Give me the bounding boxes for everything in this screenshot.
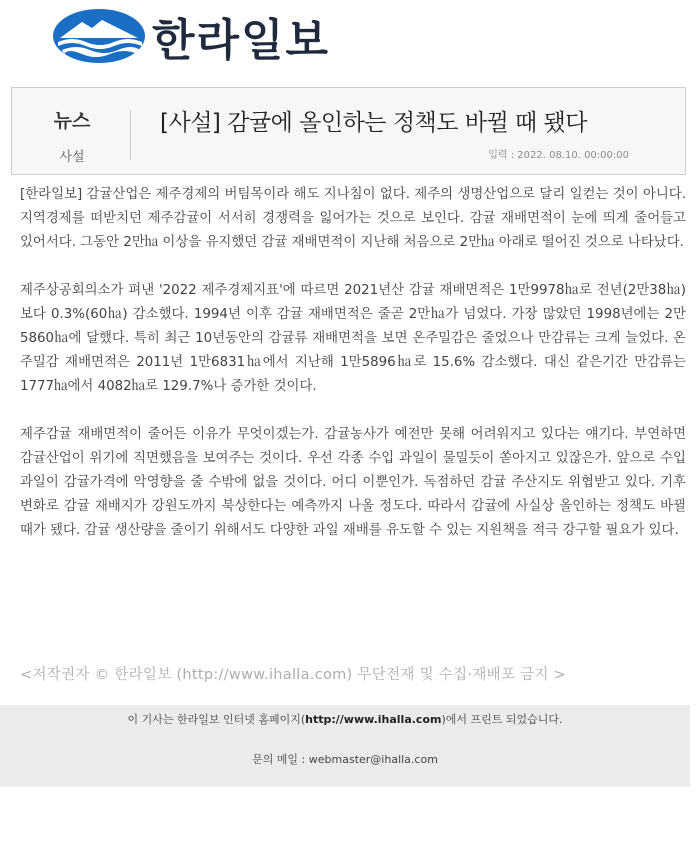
header-divider xyxy=(130,110,131,160)
subcategory-label: 사설 xyxy=(59,150,85,165)
article-body xyxy=(20,183,686,567)
publish-date: 입력 : 2022. 08.10. 00:00:00 xyxy=(488,150,629,161)
article-paragraph: 제주상공회의소가 펴낸 '2022 제주경제지표'에 따르면 2021년산 감귤 재배면적은 1만9978㏊로 전년(2만38㏊)보다 0.3%(60㏊) 감소했다. 1994년 이후 감귤 재배면적은 줄곧 2만㏊가 넘었다. 가장 많았던 1998년에는 2만5860㏊에 달했다. 특히 최근 10년동안의 감귤류 재배면적을 보면 온주밀감은 줄었으나 만감류는 크게 늘었다. 온주밀감 재배면적은 2011년 1만6831㏊에서 지난해 1만5896㏊로 15.6% 감소했다. 대신 같은기간 만감류는 1777㏊에서 4082㏊로 129.7%나 증가한 것이다. xyxy=(20,283,686,394)
print-suffix: )에서 프린트 되었습니다. xyxy=(441,713,563,726)
article-header xyxy=(11,87,686,175)
site-url[interactable]: http://www.ihalla.com xyxy=(305,713,442,726)
print-footer xyxy=(0,705,690,787)
print-prefix: 이 기사는 한라일보 인터넷 홈페이지( xyxy=(127,713,306,726)
contact-email[interactable]: 문의 메일 : webmaster@ihalla.com xyxy=(252,753,438,766)
print-notice xyxy=(0,711,690,727)
category-label: 뉴스 xyxy=(53,110,91,132)
halla-logo-icon xyxy=(52,8,146,64)
masthead xyxy=(52,6,330,66)
article-headline: [사설] 감귤에 올인하는 정책도 바뀔 때 됐다 xyxy=(160,110,588,136)
article-paragraph: [한라일보] 감귤산업은 제주경제의 버팀목이라 해도 지나침이 없다. 제주의 생명산업으로 달리 일컫는 것이 아니다. 지역경제를 떠받치던 제주감귤이 서서히 경쟁력을 잃어가는 것으로 보인다. 감귤 재배면적이 눈에 띄게 줄어들고 있어서다. 그동안 2만㏊ 이상을 유지했던 감귤 재배면적이 지난해 처음으로 2만㏊ 아래로 떨어진 것으로 나타났다. xyxy=(20,187,686,250)
logo-text[interactable]: 한라일보 xyxy=(152,15,331,66)
copyright-notice: <저작권자 © 한라일보 (http://www.ihalla.com) 무단전재 및 수집·재배포 금지 > xyxy=(20,667,567,683)
article-paragraph: 제주감귤 재배면적이 줄어든 이유가 무엇이겠는가. 감귤농사가 예전만 못해 어려워지고 있다는 얘기다. 부연하면 감귤산업이 위기에 직면했음을 보여주는 것이다. 우선 각종 수입 과일이 물밀듯이 쏟아지고 있잖은가. 앞으로 수입 과일이 감귤가격에 악영향을 줄 수밖에 없을 것이다. 어디 이뿐인가. 독점하던 감귤 주산지도 위협받고 있다. 기후변화로 감귤 재배지가 강원도까지 북상한다는 예측까지 나올 정도다. 따라서 감귤에 사실상 올인하는 정책도 바뀔 때가 됐다. 감귤 생산량을 줄이기 위해서도 다양한 과일 재배를 유도할 수 있는 지원책을 적극 강구할 필요가 있다. xyxy=(20,427,686,538)
